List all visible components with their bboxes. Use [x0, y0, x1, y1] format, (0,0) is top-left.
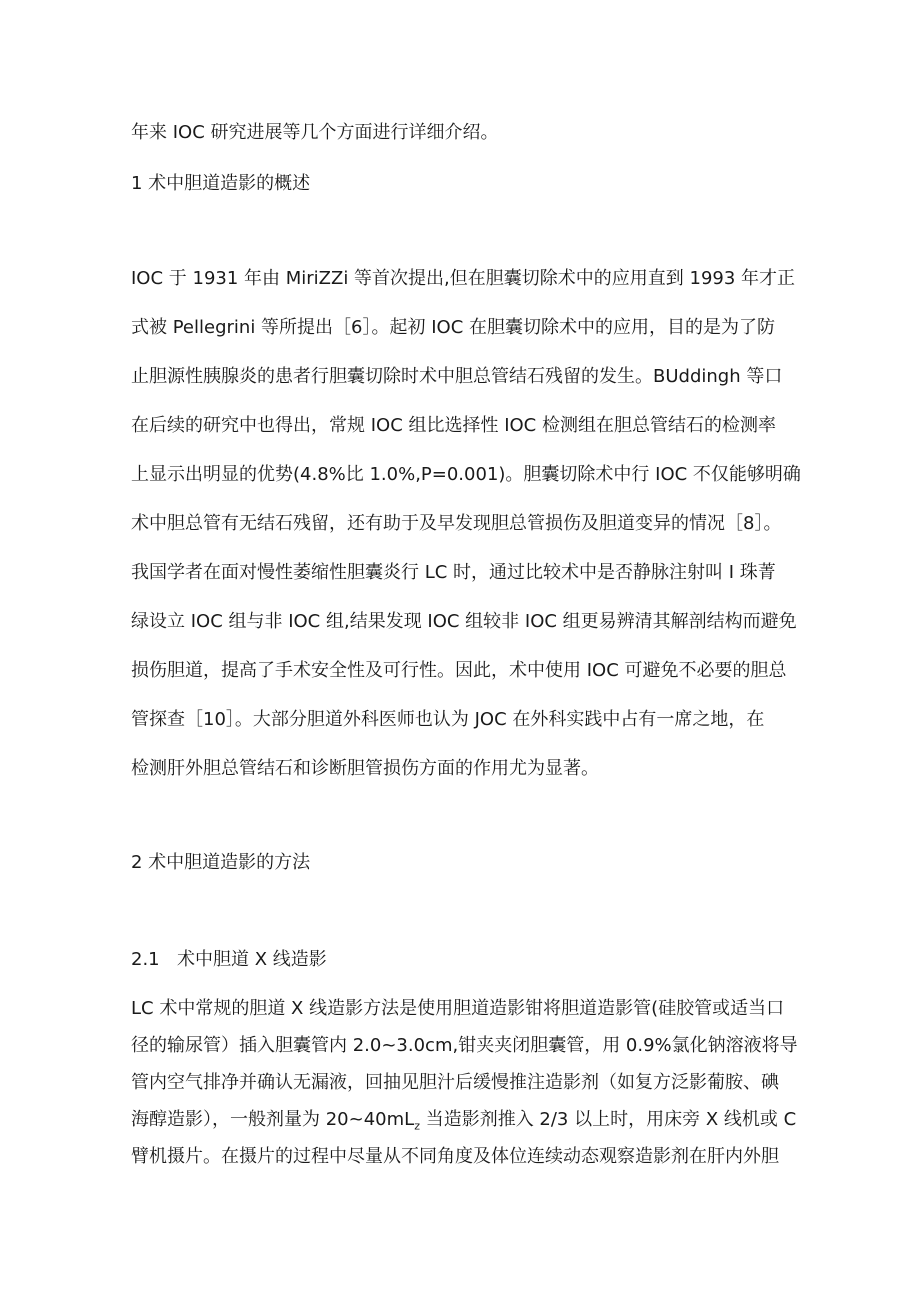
paragraph-line: 术中胆总管有无结石残留，还有助于及早发现胆总管损伤及胆道变异的情况［8］。 [131, 513, 782, 534]
paragraph-line: 管内空气排净并确认无漏液，回抽见胆汁后缓慢推注造影剂（如复方泛影葡胺、碘 [131, 1072, 779, 1093]
subsection-title: 术中胆道 X 线造影 [177, 949, 327, 970]
paragraph-line: 止胆源性胰腺炎的患者行胆囊切除时术中胆总管结石残留的发生。BUddingh 等口 [131, 366, 783, 387]
paragraph-line: 管探查［10］。大部分胆道外科医师也认为 JOC 在外科实践中占有一席之地，在 [131, 709, 765, 730]
section-1-heading: 1 术中胆道造影的概述 [131, 173, 311, 194]
paragraph-line: IOC 于 1931 年由 MiriZZi 等首次提出,但在胆囊切除术中的应用直到 1993 年才正 [131, 268, 796, 289]
section-2-heading: 2 术中胆道造影的方法 [131, 852, 311, 873]
text-run: 当造影剂推入 2/3 以上时，用床旁 X 线机或 C [419, 1109, 797, 1130]
subsection-number: 2.1 [131, 949, 160, 970]
paragraph-line: 臂机摄片。在摄片的过程中尽量从不同角度及体位连续动态观察造影剂在肝内外胆 [131, 1146, 779, 1167]
subscript: z [414, 1119, 420, 1133]
paragraph-line: LC 术中常规的胆道 X 线造影方法是使用胆道造影钳将胆道造影管(硅胶管或适当口 [131, 998, 785, 1019]
paragraph-line: 检测肝外胆总管结石和诊断胆管损伤方面的作用尤为显著。 [131, 758, 599, 779]
section-2-1-heading [131, 948, 327, 972]
text-run: 海醇造影），一般剂量为 20~40mL [131, 1109, 415, 1130]
paragraph-line: 上显示出明显的优势(4.8%比 1.0%,P=0.001)。胆囊切除术中行 IOC 不仅能够明确 [131, 464, 801, 485]
paragraph-line [131, 1108, 796, 1139]
paragraph-line: 径的输尿管）插入胆囊管内 2.0~3.0cm,钳夹夹闭胆囊管，用 0.9%氯化钠溶液将导 [131, 1035, 798, 1056]
paragraph-line: 式被 Pellegrini 等所提出［6］。起初 IOC 在胆囊切除术中的应用，目的是为了防 [131, 317, 775, 338]
paragraph-line: 我国学者在面对慢性萎缩性胆囊炎行 LC 时，通过比较术中是否静脉注射叫 I 珠菁 [131, 562, 776, 583]
paragraph-line: 绿设立 IOC 组与非 IOC 组,结果发现 IOC 组较非 IOC 组更易辨清其解剖结构而避免 [131, 611, 797, 632]
paragraph-line: 损伤胆道，提高了手术安全性及可行性。因此，术中使用 IOC 可避免不必要的胆总 [131, 660, 787, 681]
intro-line: 年来 IOC 研究进展等几个方面进行详细介绍。 [131, 122, 499, 143]
paragraph-line: 在后续的研究中也得出，常规 IOC 组比选择性 IOC 检测组在胆总管结石的检测率 [131, 415, 776, 436]
